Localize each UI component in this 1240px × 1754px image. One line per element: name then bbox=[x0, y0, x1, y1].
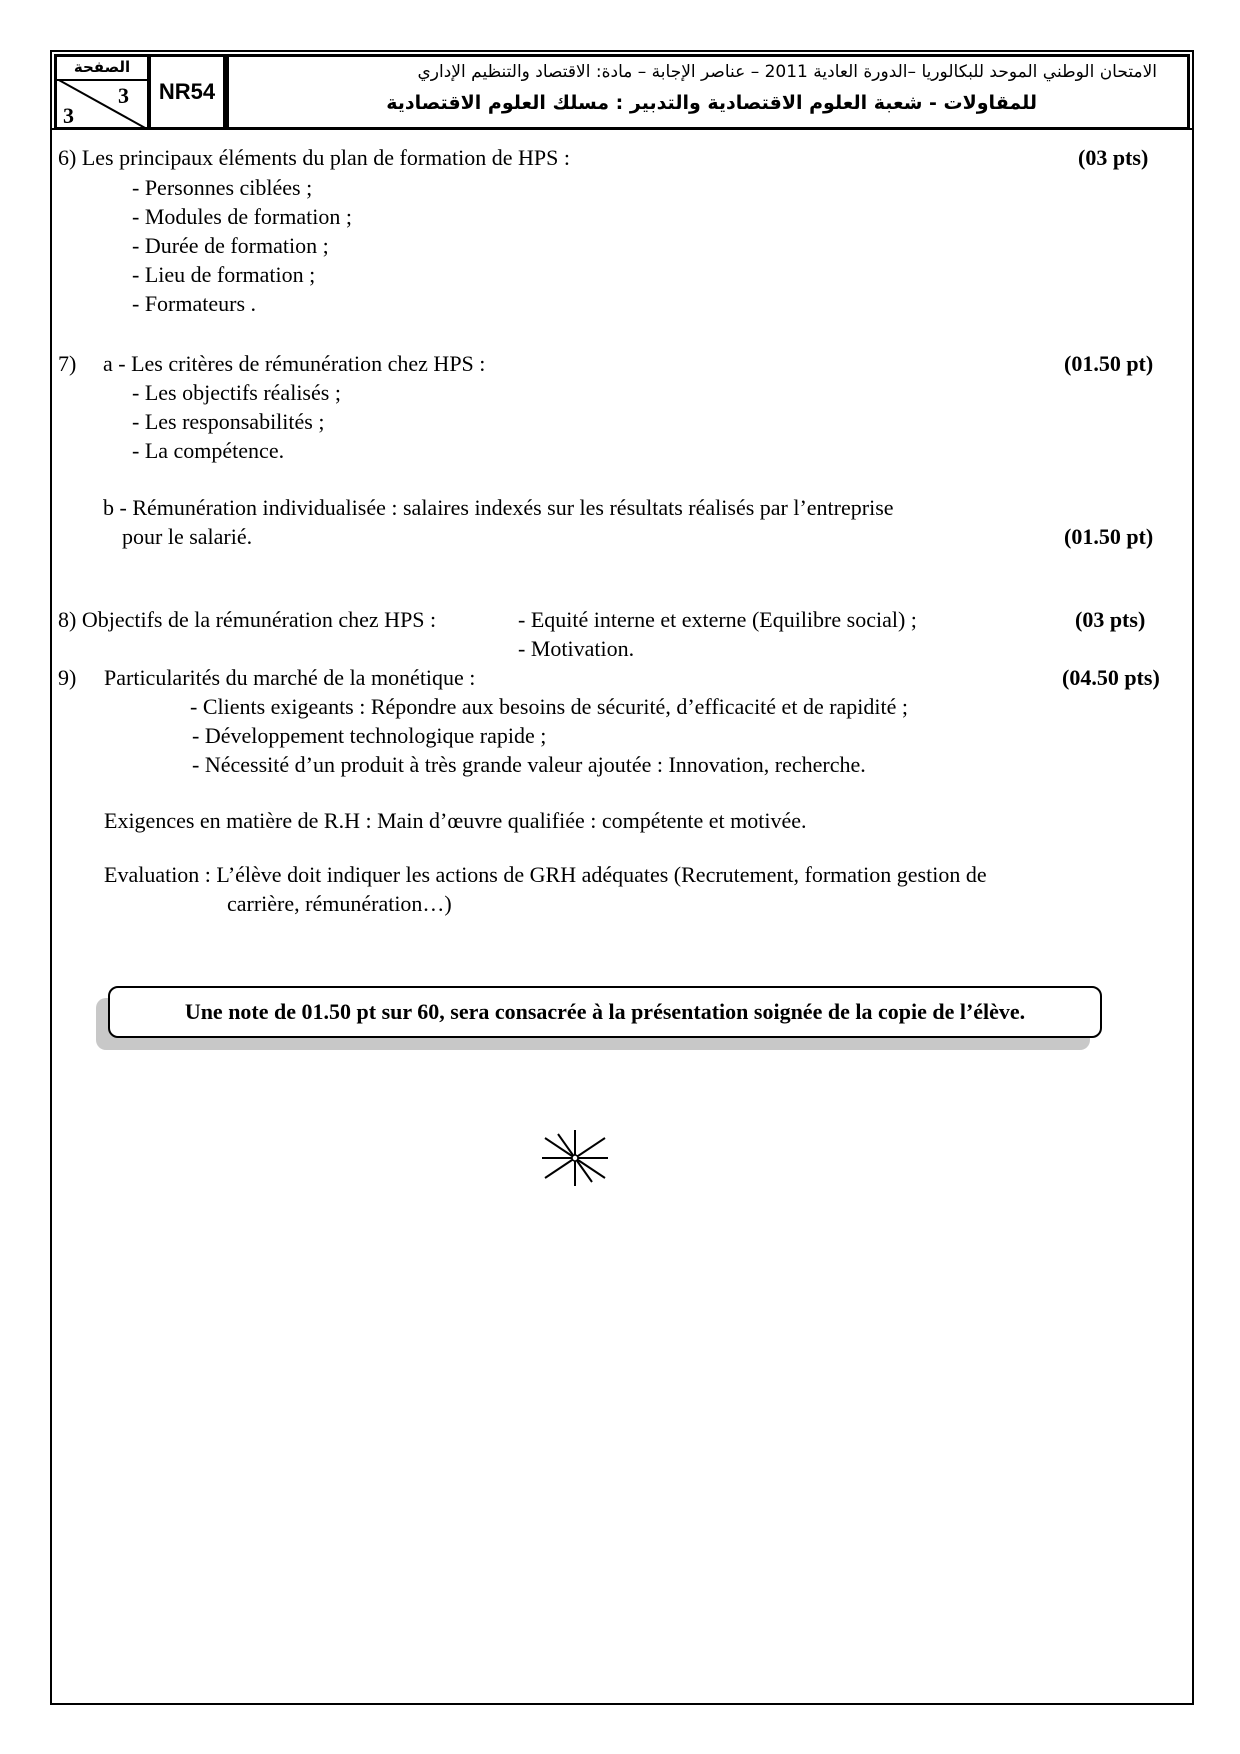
q7b-points: (01.50 pt) bbox=[1064, 524, 1154, 549]
header-rule bbox=[50, 128, 1194, 130]
exam-title-line1: الامتحان الوطني الموحد للبكالوريا –الدورة العادية 2011 – عناصر الإجابة – مادة: الاقتصاد والتنظيم الإداري bbox=[417, 62, 1157, 82]
q7a-points: (01.50 pt) bbox=[1064, 351, 1154, 376]
q9-title: Particularités du marché de la monétique : bbox=[104, 665, 476, 690]
q6-item: - Personnes ciblées ; bbox=[132, 175, 313, 200]
q9-evaluation-line2: carrière, rémunération…) bbox=[227, 891, 452, 916]
q9-item: - Nécessité d’un produit à très grande valeur ajoutée : Innovation, recherche. bbox=[192, 752, 866, 777]
q7b-line2: pour le salarié. bbox=[122, 524, 253, 549]
q9-number: 9) bbox=[58, 665, 77, 690]
end-star-icon bbox=[540, 1130, 610, 1186]
q7a-item: - Les responsabilités ; bbox=[132, 409, 325, 434]
q6-item: - Lieu de formation ; bbox=[132, 262, 316, 287]
q7a-item: - La compétence. bbox=[132, 438, 285, 463]
exam-title-line2: للمقاولات - شعبة العلوم الاقتصادية والتدبير : مسلك العلوم الاقتصادية bbox=[386, 92, 1037, 114]
q9-rh-requirements: Exigences en matière de R.H : Main d’œuvre qualifiée : compétente et motivée. bbox=[104, 808, 807, 833]
exam-title-box bbox=[224, 54, 1190, 130]
current-page-number: 3 bbox=[118, 83, 129, 108]
q6-points: (03 pts) bbox=[1078, 145, 1149, 170]
q6-item: - Formateurs . bbox=[132, 291, 257, 316]
q7a-title: a - Les critères de rémunération chez HPS : bbox=[103, 351, 486, 376]
q9-item: - Clients exigeants : Répondre aux besoins de sécurité, d’efficacité et de rapidité ; bbox=[190, 694, 909, 719]
page-number-box bbox=[54, 54, 150, 130]
presentation-note: Une note de 01.50 pt sur 60, sera consacrée à la présentation soignée de la copie de l’élève. bbox=[108, 986, 1102, 1038]
q8-title: 8) Objectifs de la rémunération chez HPS : bbox=[58, 607, 437, 632]
q6-item: - Modules de formation ; bbox=[132, 204, 352, 229]
total-pages-number: 3 bbox=[63, 103, 74, 128]
q7-number: 7) bbox=[58, 351, 77, 376]
q9-points: (04.50 pts) bbox=[1062, 665, 1160, 690]
exam-code: NR54 bbox=[148, 54, 226, 130]
q7b-line1: b - Rémunération individualisée : salaires indexés sur les résultats réalisés par l’entreprise bbox=[103, 495, 894, 520]
page-label: الصفحة bbox=[57, 57, 147, 81]
q8-points: (03 pts) bbox=[1075, 607, 1146, 632]
q7a-item: - Les objectifs réalisés ; bbox=[132, 380, 341, 405]
q6-title: 6) Les principaux éléments du plan de formation de HPS : bbox=[58, 145, 570, 170]
q8-item: - Motivation. bbox=[518, 636, 635, 661]
q8-item: - Equité interne et externe (Equilibre social) ; bbox=[518, 607, 917, 632]
q9-item: - Développement technologique rapide ; bbox=[192, 723, 547, 748]
q9-evaluation-line1: Evaluation : L’élève doit indiquer les actions de GRH adéquates (Recrutement, formation gestion de bbox=[104, 862, 987, 887]
q6-item: - Durée de formation ; bbox=[132, 233, 329, 258]
